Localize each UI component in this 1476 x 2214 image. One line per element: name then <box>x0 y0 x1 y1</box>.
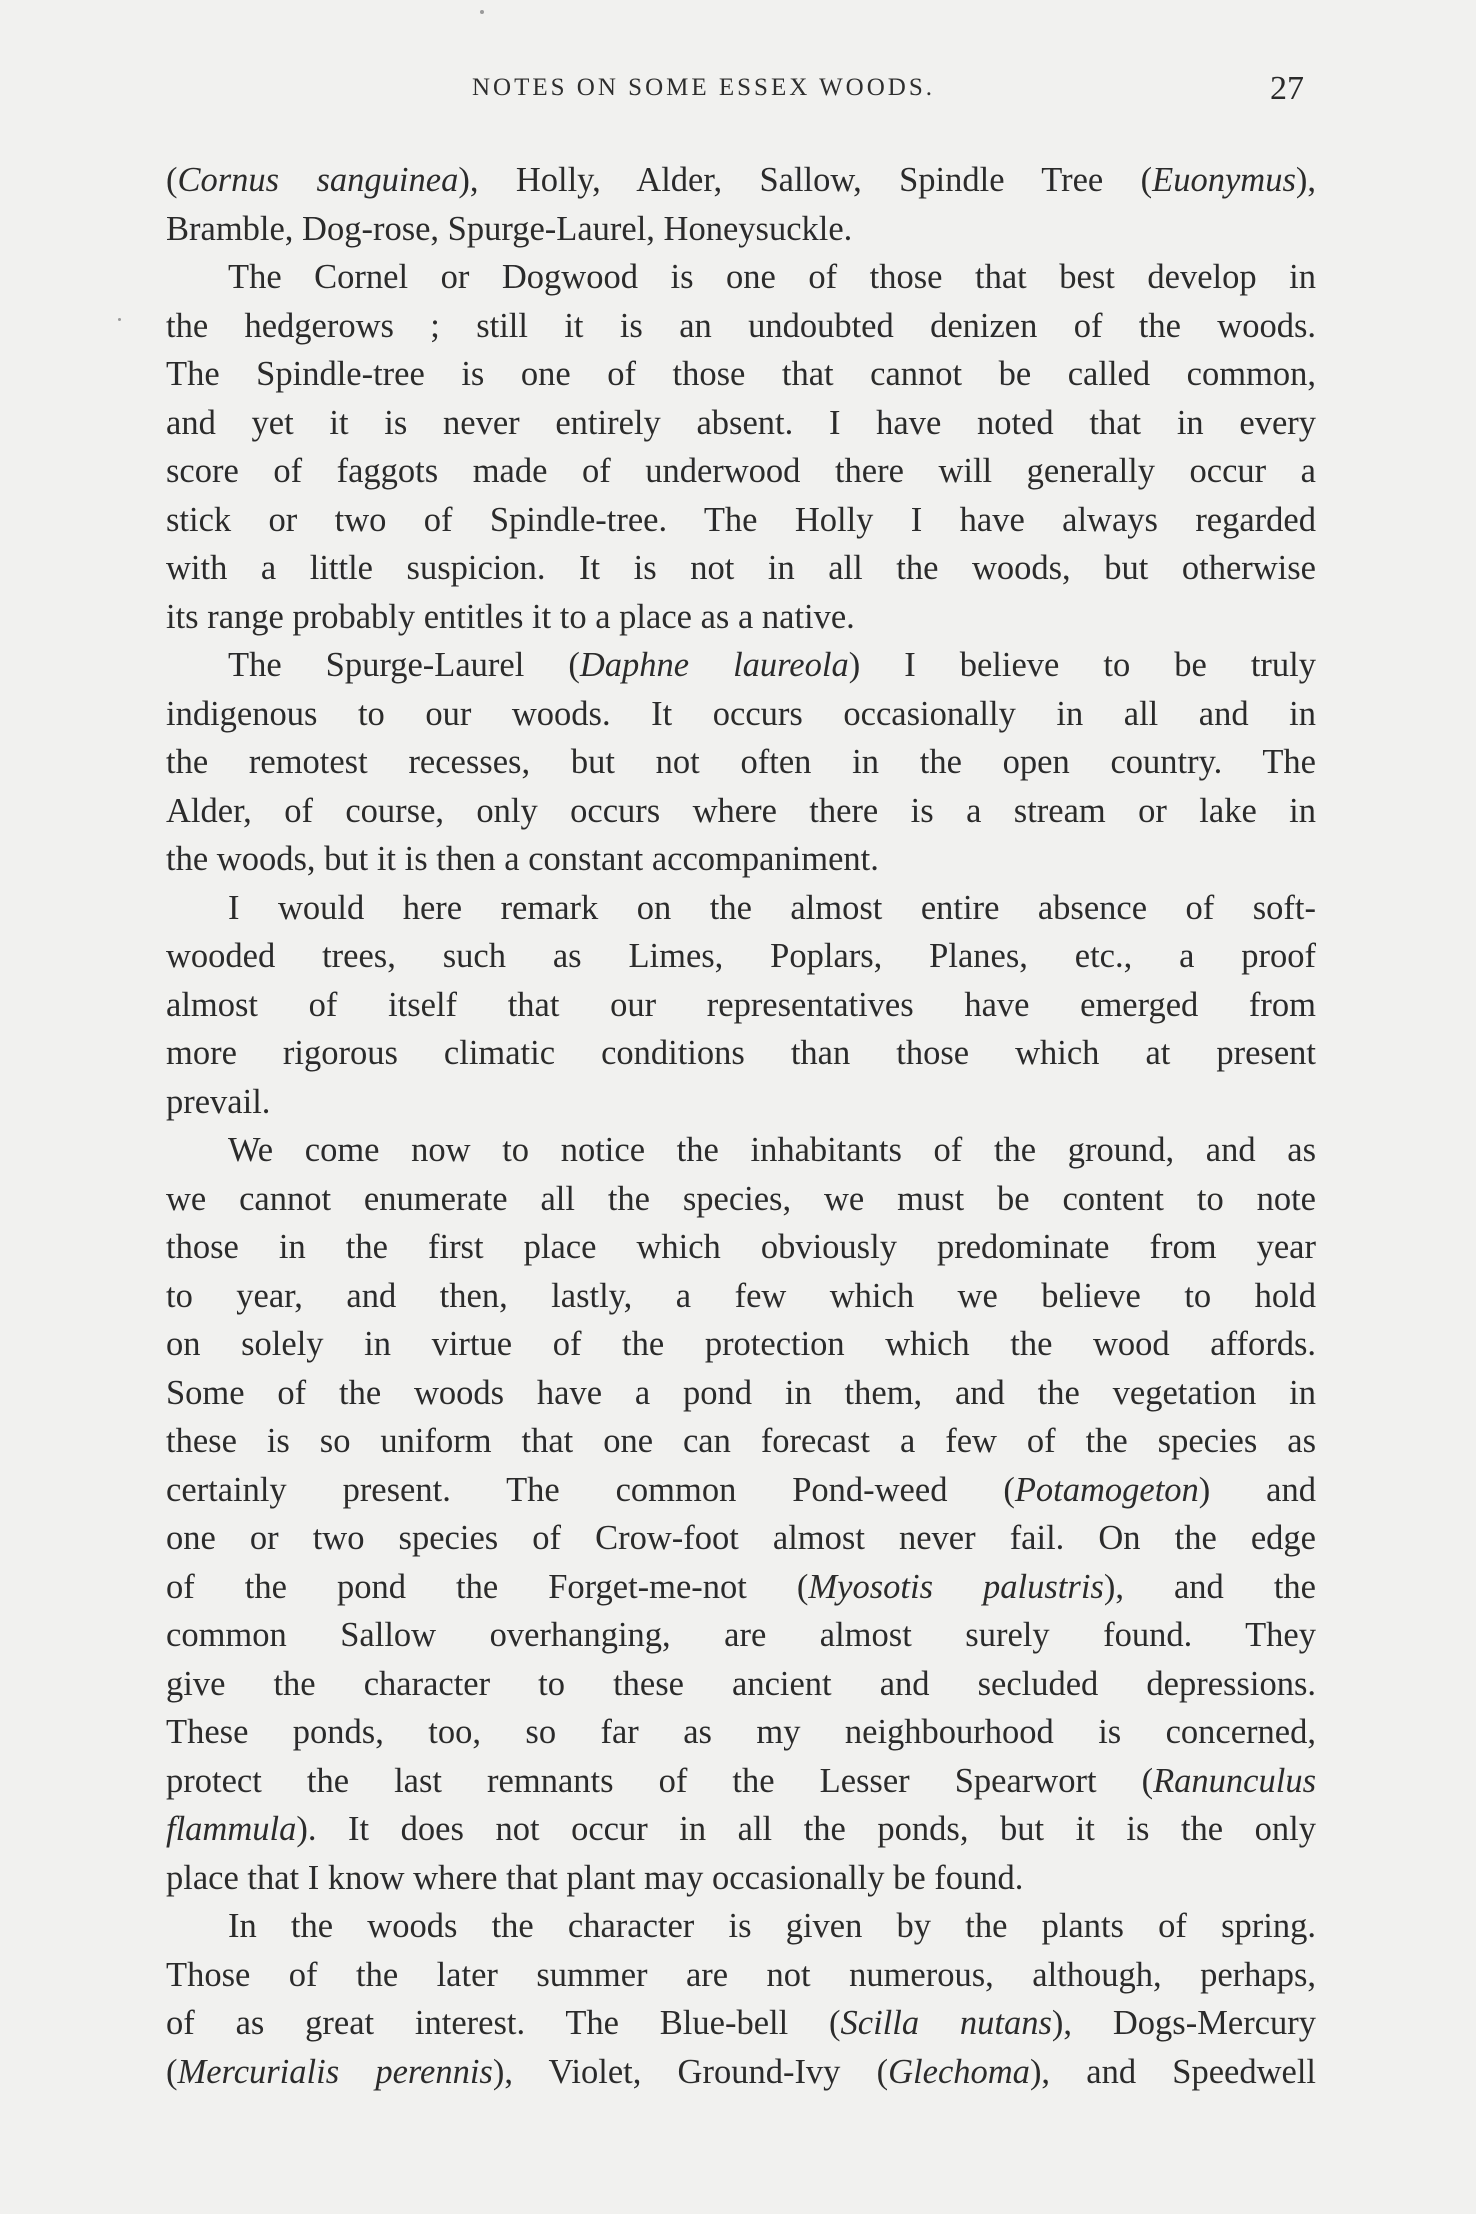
scientific-name: flammula <box>166 1810 297 1848</box>
body-text <box>166 156 1316 2096</box>
text-line: (Cornus sanguinea), Holly, Alder, Sallow, Spindle Tree (Euonymus), <box>166 161 1316 199</box>
scientific-name: Euonymus <box>1152 161 1296 199</box>
text-line: wooded trees, such as Limes, Poplars, Planes, etc., a proof <box>166 937 1316 975</box>
text-line: flammula). It does not occur in all the ponds, but it is the only <box>166 1810 1316 1848</box>
running-head <box>0 70 1476 114</box>
scientific-name: Scilla nutans <box>840 2004 1052 2042</box>
running-title: NOTES ON SOME ESSEX WOODS. <box>472 74 935 101</box>
text-line: We come now to notice the inhabitants of the ground, and as <box>228 1131 1316 1169</box>
text-line: of as great interest. The Blue-bell (Scilla nutans), Dogs-Mercury <box>166 2004 1316 2042</box>
text-line: indigenous to our woods. It occurs occasionally in all and in <box>166 694 1316 733</box>
text-line: Alder, of course, only occurs where there is a stream or lake in <box>166 791 1316 830</box>
text-line: we cannot enumerate all the species, we must be content to note <box>166 1179 1316 1218</box>
text-line: The Cornel or Dogwood is one of those that best develop in <box>228 258 1316 296</box>
text-line: The Spindle-tree is one of those that cannot be called common, <box>166 355 1316 393</box>
text-line: These ponds, too, so far as my neighbourhood is concerned, <box>166 1713 1316 1751</box>
text-line: I would here remark on the almost entire absence of soft- <box>228 888 1316 927</box>
text-line: almost of itself that our representatives have emerged from <box>166 985 1316 1024</box>
text-line: prevail. <box>166 1082 271 1121</box>
text-line: protect the last remnants of the Lesser Spearwort (Ranunculus <box>166 1761 1316 1800</box>
text-line: more rigorous climatic conditions than those which at present <box>166 1034 1316 1072</box>
text-line: to year, and then, lastly, a few which we believe to hold <box>166 1276 1316 1315</box>
scientific-name: Cornus sanguinea <box>177 161 459 199</box>
paper-speck <box>480 10 484 14</box>
text-line: one or two species of Crow-foot almost never fail. On the edge <box>166 1519 1316 1557</box>
scientific-name: Daphne laureola <box>579 646 849 684</box>
text-line: the hedgerows ; still it is an undoubted denizen of the woods. <box>166 306 1316 345</box>
scientific-name: Potamogeton <box>1014 1470 1199 1509</box>
text-line: on solely in virtue of the protection which the wood affords. <box>166 1325 1316 1363</box>
text-line: these is so uniform that one can forecast a few of the species as <box>166 1422 1316 1460</box>
text-line: Those of the later summer are not numerous, although, perhaps, <box>166 1955 1316 1994</box>
text-line: (Mercurialis perennis), Violet, Ground-Ivy (Glechoma), and Speedwell <box>166 2052 1316 2091</box>
text-line: place that I know where that plant may occasionally be found. <box>166 1858 1024 1897</box>
text-line: those in the first place which obviously predominate from year <box>166 1228 1316 1266</box>
text-line: and yet it is never entirely absent. I have noted that in every <box>166 403 1316 442</box>
text-line: of the pond the Forget-me-not (Myosotis palustris), and the <box>166 1567 1316 1606</box>
text-line: the remotest recesses, but not often in the open country. The <box>166 743 1316 781</box>
scientific-name: Ranunculus <box>1153 1761 1316 1800</box>
scientific-name: Mercurialis perennis <box>177 2052 493 2091</box>
text-line: score of faggots made of underwood there will generally occur a <box>166 452 1316 490</box>
text-line: certainly present. The common Pond-weed (Potamogeton) and <box>166 1470 1316 1509</box>
text-line: with a little suspicion. It is not in all the woods, but otherwise <box>166 549 1316 587</box>
page-number: 27 <box>1270 70 1304 107</box>
scientific-name: Glechoma <box>888 2052 1030 2091</box>
text-line: give the character to these ancient and secluded depressions. <box>166 1664 1316 1703</box>
text-line: stick or two of Spindle-tree. The Holly I have always regarded <box>166 500 1316 539</box>
text-line: In the woods the character is given by the plants of spring. <box>228 1907 1316 1945</box>
text-line: Some of the woods have a pond in them, and the vegetation in <box>166 1373 1316 1412</box>
text-line: Bramble, Dog-rose, Spurge-Laurel, Honeysuckle. <box>166 209 853 248</box>
paper-speck <box>118 318 121 321</box>
text-line: its range probably entitles it to a place as a native. <box>166 597 855 636</box>
scientific-name: Myosotis palustris <box>808 1567 1104 1606</box>
text-line: The Spurge-Laurel (Daphne laureola) I believe to be truly <box>228 646 1316 684</box>
text-line: the woods, but it is then a constant accompaniment. <box>166 840 879 878</box>
text-line: common Sallow overhanging, are almost surely found. They <box>166 1616 1316 1654</box>
